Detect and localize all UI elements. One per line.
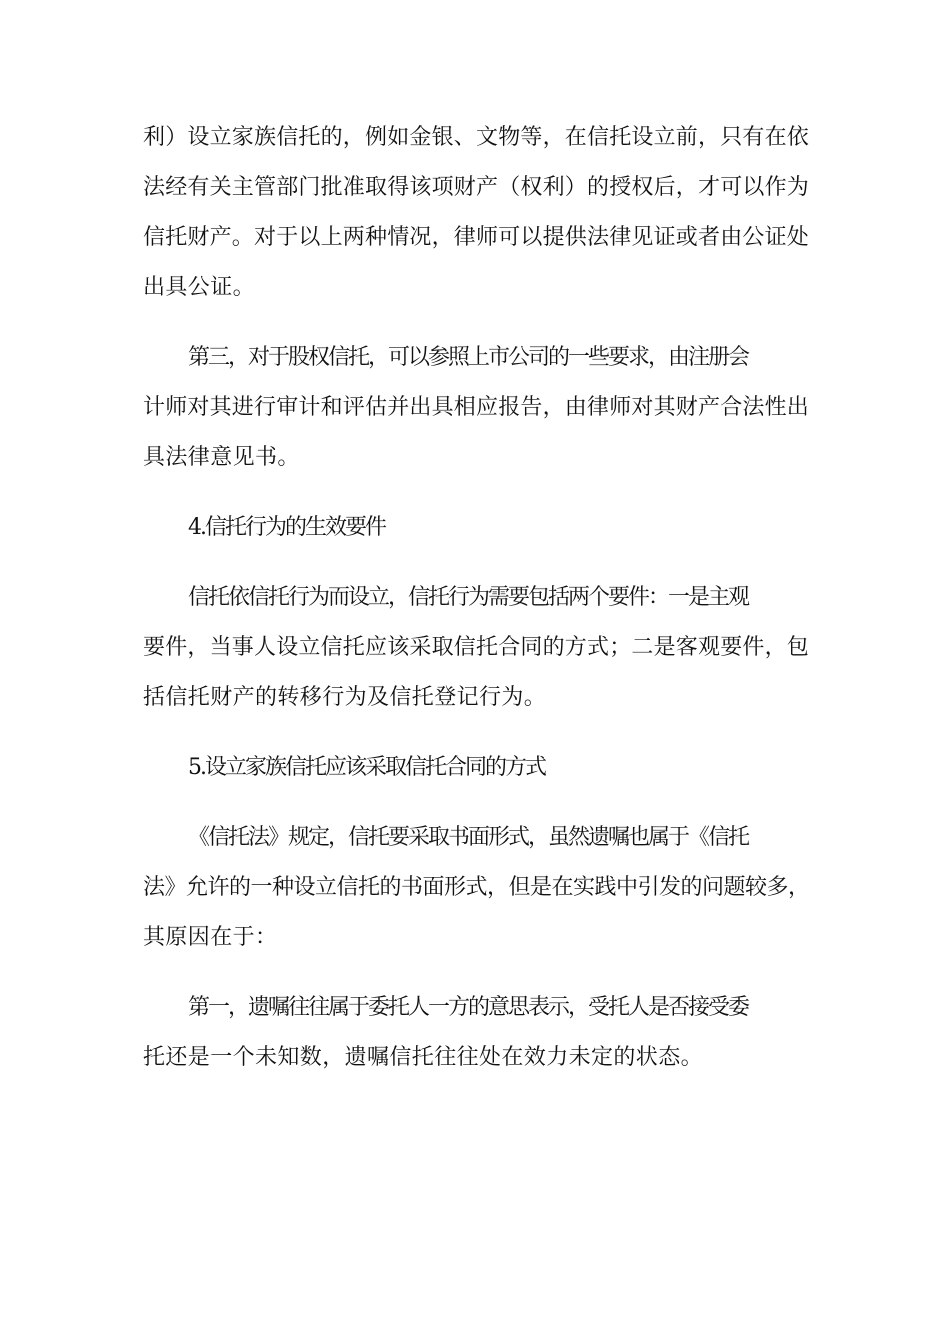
paragraph-5-line-1: 第一，遗嘱往往属于委托人一方的意思表示，受托人是否接受委 [188, 995, 749, 1020]
paragraph-5-line-2: 托还是一个未知数，遗嘱信托往往处在效力未定的状态。 [143, 1045, 704, 1070]
paragraph-2-line-3: 具法律意见书。 [143, 445, 300, 470]
paragraph-1-line-2: 法经有关主管部门批准取得该项财产（权利）的授权后，才可以作为 [143, 175, 810, 200]
paragraph-4-line-2: 法》允许的一种设立信托的书面形式，但是在实践中引发的问题较多， [143, 875, 810, 900]
paragraph-2-line-2: 计师对其进行审计和评估并出具相应报告，由律师对其财产合法性出 [143, 395, 810, 420]
paragraph-1-line-4: 出具公证。 [143, 275, 256, 300]
paragraph-3-line-2: 要件，当事人设立信托应该采取信托合同的方式；二是客观要件，包 [143, 635, 810, 660]
paragraph-1-line-1: 利）设立家族信托的，例如金银、文物等，在信托设立前，只有在依 [143, 125, 810, 150]
paragraph-3-line-1: 信托依信托行为而设立，信托行为需要包括两个要件：一是主观 [188, 585, 749, 610]
paragraph-3-line-3: 括信托财产的转移行为及信托登记行为。 [143, 685, 547, 710]
paragraph-2-line-1: 第三，对于股权信托，可以参照上市公司的一些要求，由注册会 [188, 345, 749, 370]
paragraph-4-line-3: 其原因在于： [143, 925, 278, 950]
section-heading-5: 5.设立家族信托应该采取信托合同的方式 [188, 755, 545, 780]
paragraph-1-line-3: 信托财产。对于以上两种情况，律师可以提供法律见证或者由公证处 [143, 225, 810, 250]
paragraph-4-line-1: 《信托法》规定，信托要采取书面形式，虽然遗嘱也属于《信托 [188, 825, 749, 850]
section-heading-4: 4.信托行为的生效要件 [188, 515, 385, 540]
